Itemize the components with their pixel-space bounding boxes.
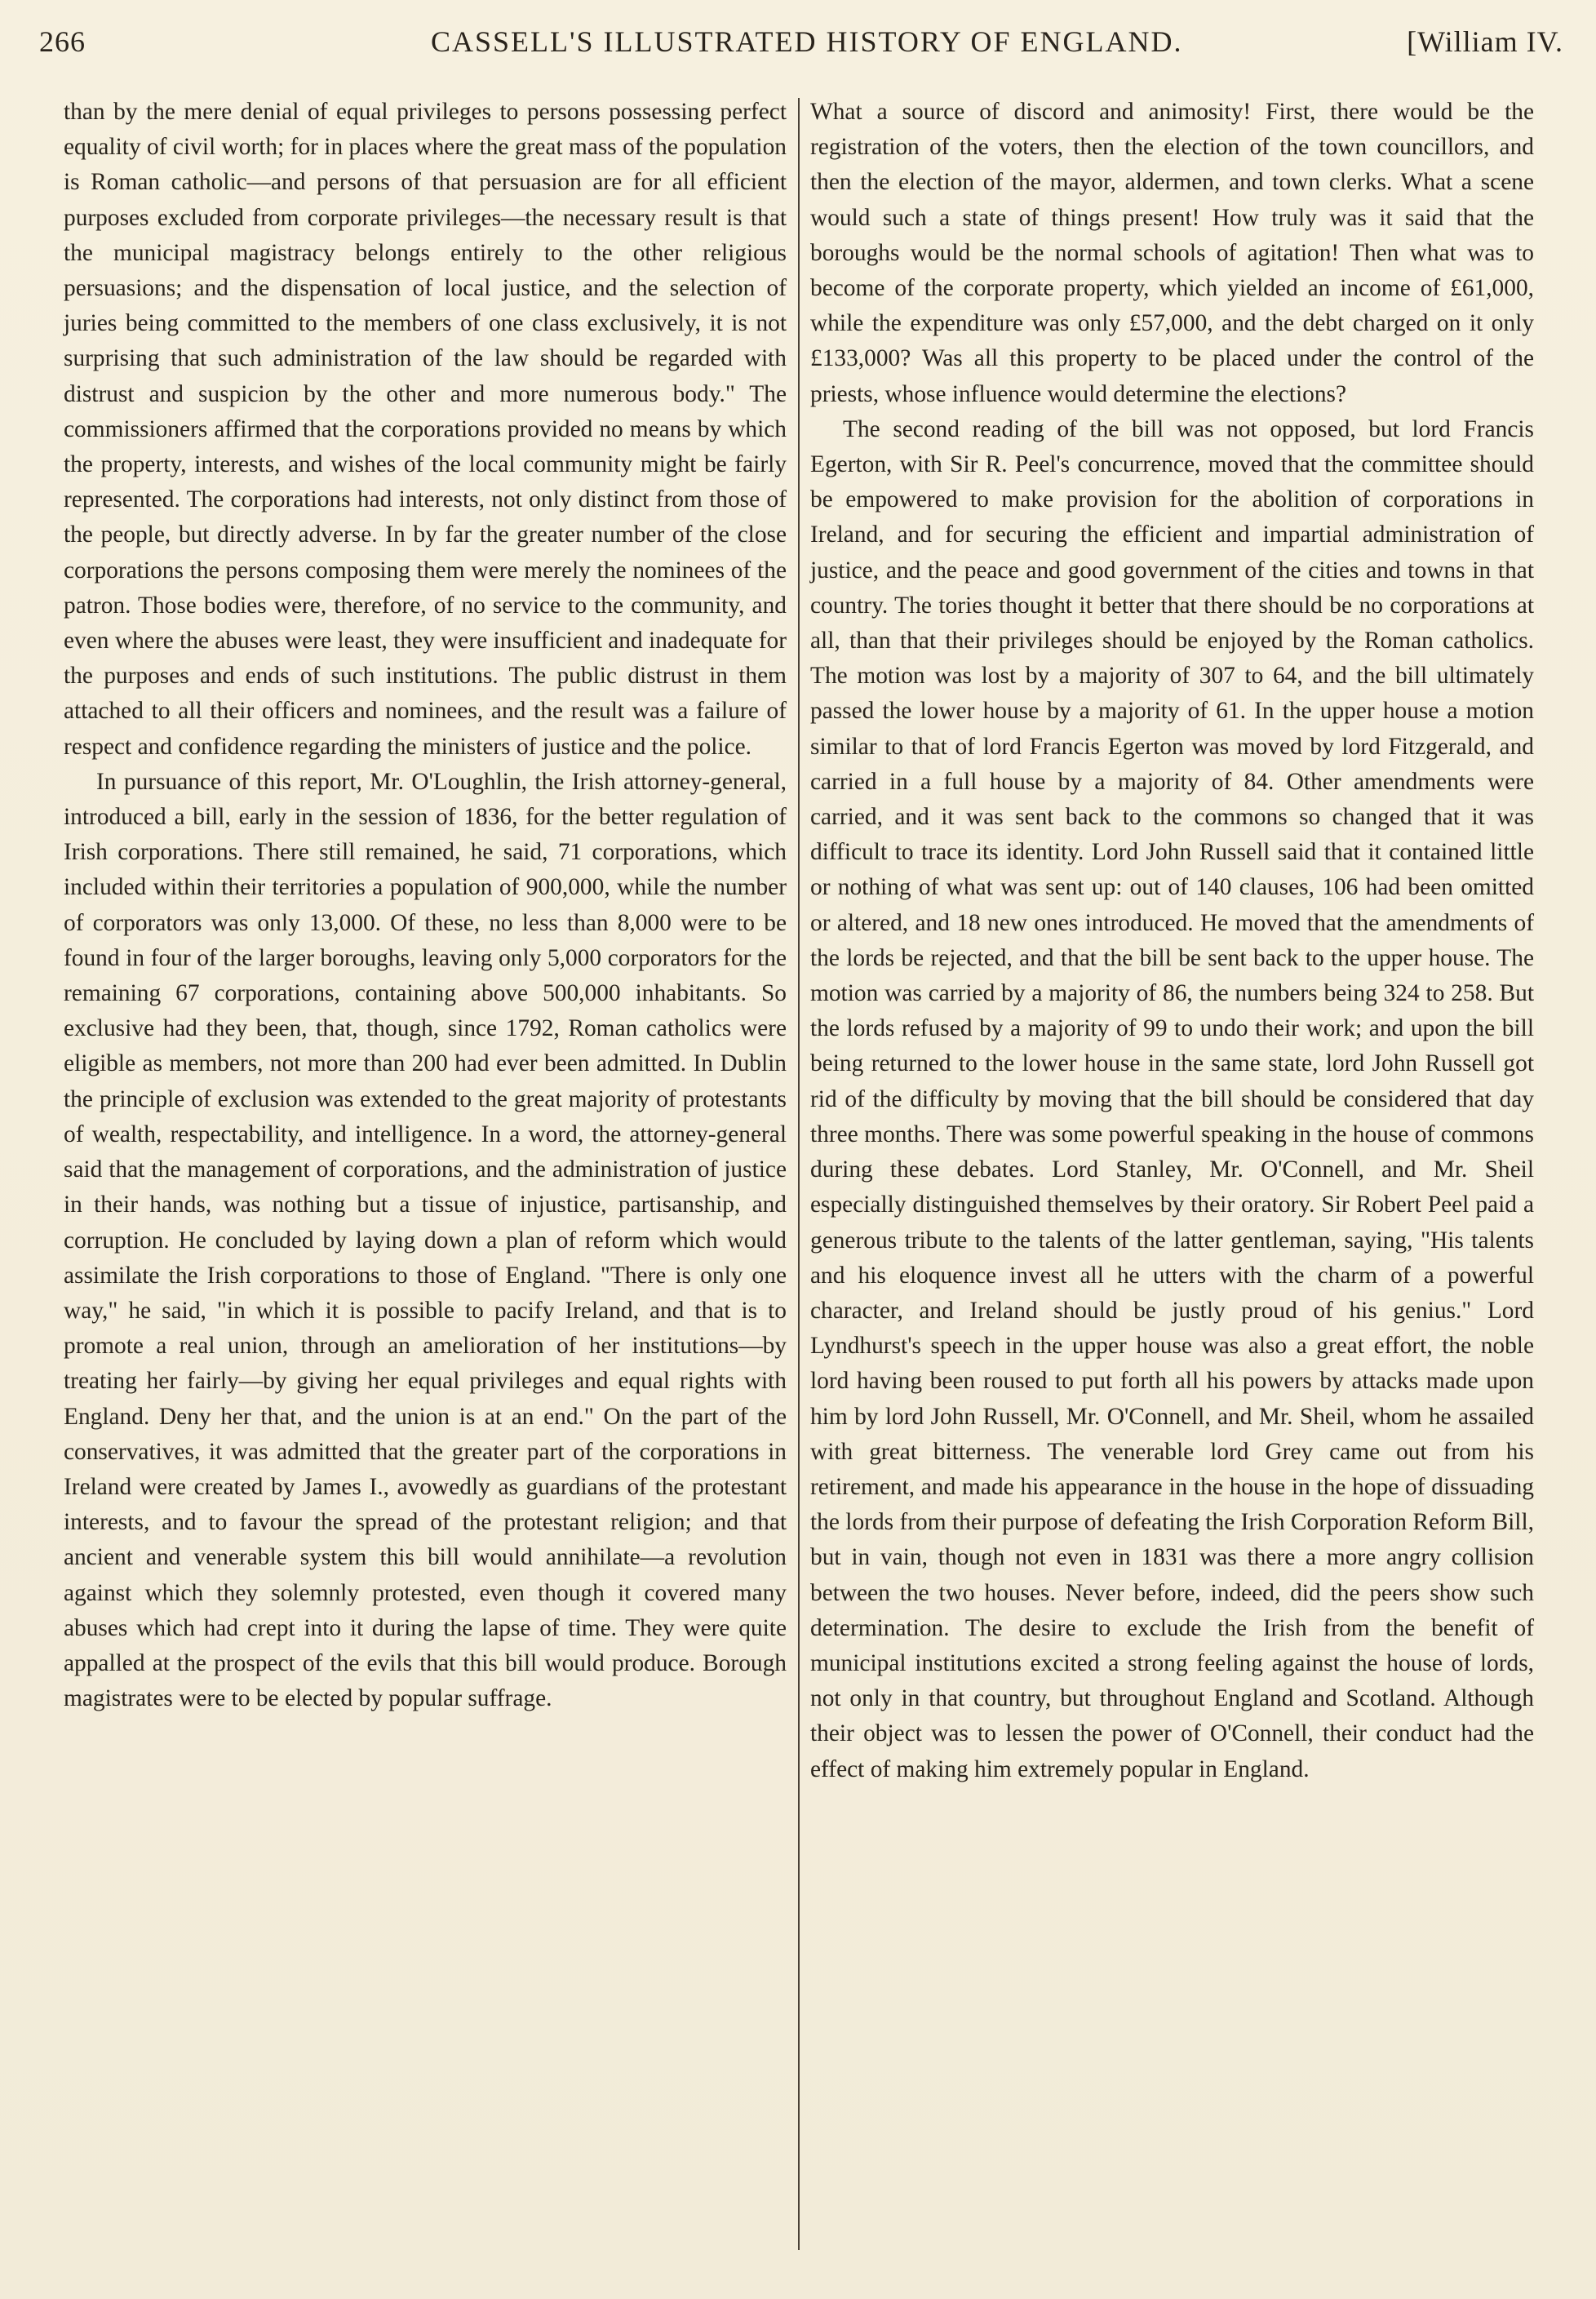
running-head — [39, 24, 1563, 67]
left-column — [64, 95, 787, 2247]
paragraph: In pursuance of this report, Mr. O'Loughlin, the Irish attorney-general, introduced a bill, early in the session of 1836, for the better regulation of Irish corporations. There still remained, he said, 71 corporations, which included within their territories a population of 900,000, while the number of corporators was only 13,000. Of these, no less than 8,000 were to be found in four of the larger boroughs, leaving only 5,000 corporators for the remaining 67 corporations, containing above 500,000 inhabitants. So exclusive had they been, that, though, since 1792, Roman catholics were eligible as members, not more than 200 had ever been admitted. In Dublin the principle of exclusion was extended to the great majority of protestants of wealth, respectability, and intelligence. In a word, the attorney-general said that the management of corporations, and the administration of justice in their hands, was nothing but a tissue of injustice, partisanship, and corruption. He concluded by laying down a plan of reform which would assimilate the Irish corporations to those of England. "There is only one way," he said, "in which it is possible to pacify Ireland, and that is to promote a real union, through an amelioration of her institutions—by treating her fairly—by giving her equal privileges and equal rights with England. Deny her that, and the union is at an end." On the part of the conservatives, it was admitted that the greater part of the corporations in Ireland were created by James I., avowedly as guardians of the protestant interests, and to favour the spread of the protestant religion; and that ancient and venerable system this bill would annihilate—a revolution against which they solemnly protested, even though it covered many abuses which had crept into it during the lapse of time. They were quite appalled at the prospect of the evils that this bill would produce. Borough magistrates were to be elected by popular suffrage. — [64, 768, 787, 1712]
paragraph: The second reading of the bill was not opposed, but lord Francis Egerton, with Sir R. Peel's concurrence, moved that the committee should be empowered to make provision for the abolition of corporations in Ireland, and for securing the efficient and impartial administration of justice, and the peace and good government of the cities and towns in that country. The tories thought it better that there should be no corporations at all, than that their privileges should be enjoyed by the Roman catholics. The motion was lost by a majority of 307 to 64, and the bill ultimately passed the lower house by a majority of 61. In the upper house a motion similar to that of lord Francis Egerton was moved by lord Fitzgerald, and carried in a full house by a majority of 84. Other amendments were carried, and it was sent back to the commons so changed that it was difficult to trace its identity. Lord John Russell said that it contained little or nothing of what was sent up: out of 140 clauses, 106 had been omitted or altered, and 18 new ones introduced. He moved that the amendments of the lords be rejected, and that the bill be sent back to the upper house. The motion was carried by a majority of 86, the numbers being 324 to 258. But the lords refused by a majority of 99 to undo their work; and upon the bill being returned to the lower house in the same state, lord John Russell got rid of the difficulty by moving that the bill should be considered that day three months. There was some powerful speaking in the house of commons during these debates. Lord Stanley, Mr. O'Connell, and Mr. Sheil especially distinguished themselves by their oratory. Sir Robert Peel paid a generous tribute to the talents of the latter gentleman, saying, "His talents and his eloquence invest all he utters with the charm of a powerful character, and Ireland should be justly proud of his genius." Lord Lyndhurst's speech in the upper house was also a great effort, the noble lord having been roused to put forth all his powers by attacks made upon him by lord John Russell, Mr. O'Connell, and Mr. Sheil, whom he assailed with great bitterness. The venerable lord Grey came out from his retirement, and made his appearance in the house in the hope of dissuading the lords from their purpose of defeating the Irish Corporation Reform Bill, but in vain, though not even in 1831 was there a more angry collision between the two houses. Never before, indeed, did the peers show such determination. The desire to exclude the Irish from the benefit of municipal institutions excited a strong feeling against the house of lords, not only in that country, but throughout England and Scotland. Although their object was to lessen the power of O'Connell, their conduct had the effect of making him extremely popular in England. — [810, 415, 1534, 1782]
reign-label: [William IV. — [1407, 25, 1563, 58]
paragraph: than by the mere denial of equal privileges to persons possessing perfect equality of civil worth; for in places where the great mass of the population is Roman catholic—and persons of that persuasion are for all efficient purposes excluded from corporate privileges—the necessary result is that the municipal magistracy belongs entirely to the other religious persuasions; and the dispensation of local justice, and the selection of juries being committed to the members of one class exclusively, it is not surprising that such administration of the law should be regarded with distrust and suspicion by the other and more numerous body." The commissioners affirmed that the corporations provided no means by which the property, interests, and wishes of the local community might be fairly represented. The corporations had interests, not only distinct from those of the people, but directly adverse. In by far the greater number of the close corporations the persons composing them were merely the nominees of the patron. Those bodies were, therefore, of no service to the community, and even where the abuses were least, they were insufficient and inadequate for the purposes and ends of such institutions. The public distrust in them attached to all their officers and nominees, and the result was a failure of respect and confidence regarding the ministers of justice and the police. — [64, 99, 787, 760]
paragraph: What a source of discord and animosity! First, there would be the registration of the voters, then the election of the town councillors, and then the election of the mayor, aldermen, and town clerks. What a scene would such a state of things present! How truly was it said that the boroughs would be the normal schools of agitation! Then what was to become of the corporate property, which yielded an income of £61,000, while the expenditure was only £57,000, and the debt charged on it only £133,000? Was all this property to be placed under the control of the priests, whose influence would determine the elections? — [810, 99, 1534, 407]
right-column — [810, 95, 1534, 2247]
book-title: CASSELL'S ILLUSTRATED HISTORY OF ENGLAND. — [431, 25, 1183, 58]
column-divider — [798, 98, 800, 2250]
page-number: 266 — [39, 25, 86, 58]
